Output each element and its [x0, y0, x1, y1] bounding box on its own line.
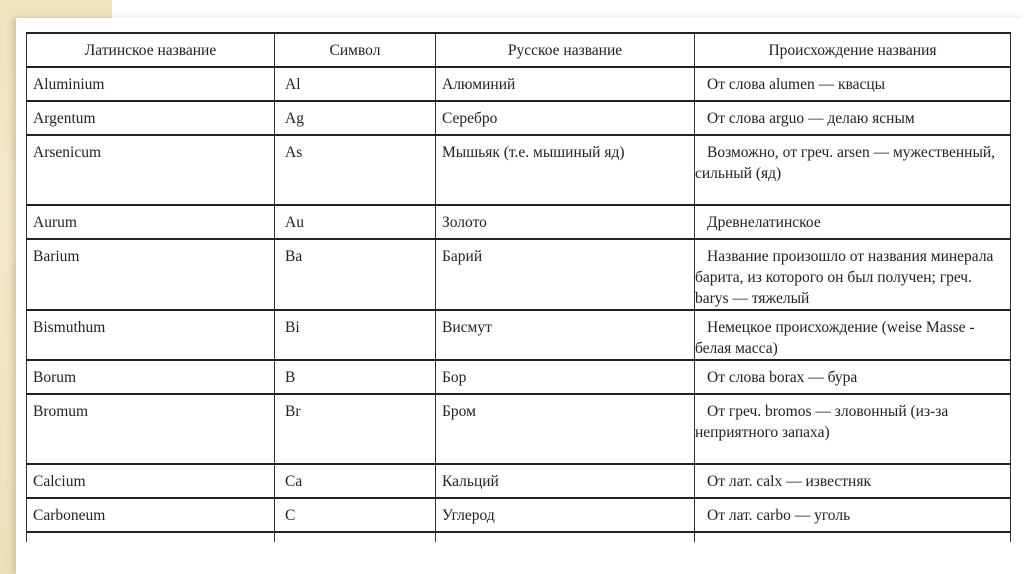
origin-text: Название произошло от названия минерала барита, из которого он был получен; греч. barys — тяжелый	[695, 248, 994, 307]
header-russian-name: Русское название	[436, 33, 695, 67]
origin-text: От лат. carbo — уголь	[707, 507, 851, 524]
cell-latin-name: Borum	[27, 360, 275, 394]
table-row	[27, 464, 1011, 498]
cell-russian-name: Серебро	[436, 101, 695, 135]
cell-empty	[695, 532, 1011, 542]
table-header	[27, 33, 1011, 67]
cell-name-origin	[695, 101, 1011, 135]
table-row	[27, 394, 1011, 464]
origin-text: Древнелатинское	[707, 214, 821, 231]
table-row-cut-off	[27, 532, 1011, 542]
cell-russian-name: Золото	[436, 205, 695, 239]
cell-latin-name: Argentum	[27, 101, 275, 135]
cell-name-origin	[695, 135, 1011, 205]
cell-symbol: B	[275, 360, 436, 394]
cell-latin-name: Carboneum	[27, 498, 275, 532]
cell-name-origin	[695, 394, 1011, 464]
cell-latin-name: Aluminium	[27, 67, 275, 101]
cell-symbol: Ca	[275, 464, 436, 498]
header-symbol: Символ	[275, 33, 436, 67]
cell-name-origin	[695, 310, 1011, 360]
cell-symbol: C	[275, 498, 436, 532]
cell-name-origin	[695, 464, 1011, 498]
origin-text: От слова arguo — делаю ясным	[707, 110, 915, 127]
cell-russian-name: Бор	[436, 360, 695, 394]
cell-symbol: Br	[275, 394, 436, 464]
cell-empty	[436, 532, 695, 542]
cell-latin-name: Barium	[27, 239, 275, 310]
table-row	[27, 239, 1011, 310]
table-row	[27, 205, 1011, 239]
cell-empty	[27, 532, 275, 542]
cell-russian-name: Углерод	[436, 498, 695, 532]
cell-russian-name: Барий	[436, 239, 695, 310]
slide	[16, 18, 1024, 574]
cell-name-origin	[695, 67, 1011, 101]
cell-russian-name: Бром	[436, 394, 695, 464]
table-row	[27, 360, 1011, 394]
origin-text: От лат. calx — известняк	[707, 473, 871, 490]
cell-name-origin	[695, 498, 1011, 532]
origin-text: От слова borax — бура	[707, 369, 858, 386]
header-latin-name: Латинское название	[27, 33, 275, 67]
cell-latin-name: Calcium	[27, 464, 275, 498]
origin-text: Возможно, от греч. arsen — мужественный, сильный (яд)	[695, 144, 996, 182]
cell-russian-name: Висмут	[436, 310, 695, 360]
table-row	[27, 67, 1011, 101]
cell-russian-name: Кальций	[436, 464, 695, 498]
table-row	[27, 498, 1011, 532]
cell-russian-name: Алюминий	[436, 67, 695, 101]
cell-name-origin	[695, 205, 1011, 239]
origin-text: Немецкое происхождение (weise Masse - белая масса)	[695, 319, 975, 357]
cell-name-origin	[695, 360, 1011, 394]
header-name-origin: Происхождение названия	[695, 33, 1011, 67]
cell-russian-name: Мышьяк (т.е. мышиный яд)	[436, 135, 695, 205]
elements-table	[26, 32, 1011, 542]
cell-latin-name: Aurum	[27, 205, 275, 239]
origin-text: От греч. bromos — зловонный (из-за неприятного запаха)	[695, 403, 949, 441]
cell-name-origin	[695, 239, 1011, 310]
table-row	[27, 101, 1011, 135]
cell-empty	[275, 532, 436, 542]
cell-symbol: Bi	[275, 310, 436, 360]
cell-symbol: Ag	[275, 101, 436, 135]
table-body	[27, 67, 1011, 542]
cell-symbol: Ba	[275, 239, 436, 310]
table-row	[27, 135, 1011, 205]
table-row	[27, 310, 1011, 360]
cell-symbol: Au	[275, 205, 436, 239]
cell-symbol: Al	[275, 67, 436, 101]
cell-symbol: As	[275, 135, 436, 205]
cell-latin-name: Bromum	[27, 394, 275, 464]
origin-text: От слова alumen — квасцы	[707, 76, 886, 93]
cell-latin-name: Arsenicum	[27, 135, 275, 205]
cell-latin-name: Bismuthum	[27, 310, 275, 360]
